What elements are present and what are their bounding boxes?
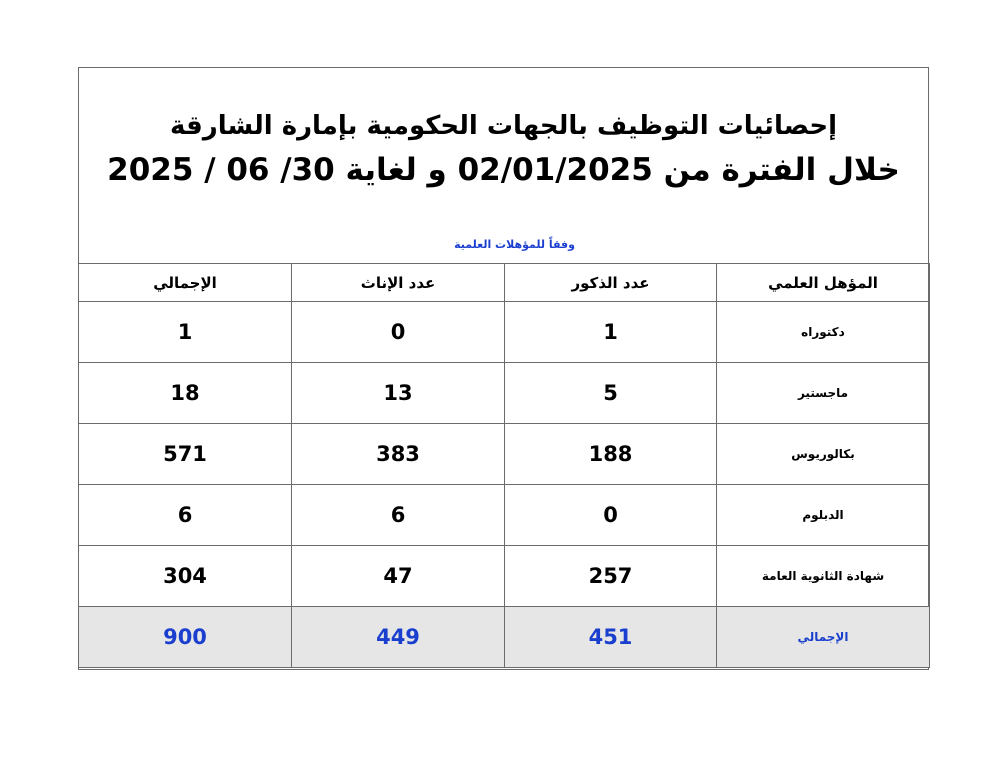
totals-label: الإجمالي — [717, 607, 930, 668]
totals-row — [79, 607, 930, 668]
table-row — [79, 546, 930, 607]
cell-qualification: دكتوراه — [717, 302, 930, 363]
report-title: إحصائيات التوظيف بالجهات الحكومية بإمارة الشارقة — [170, 111, 837, 141]
total-males-cell: 451 — [505, 607, 717, 668]
column-header-qualification: المؤهل العلمي — [717, 264, 930, 302]
cell-males: 257 — [505, 546, 717, 607]
report-sheet — [78, 67, 929, 670]
table-row — [79, 302, 930, 363]
column-header-males: عدد الذكور — [505, 264, 717, 302]
cell-females: 13 — [292, 363, 505, 424]
cell-females: 0 — [292, 302, 505, 363]
cell-qualification: ماجستير — [717, 363, 930, 424]
report-subtitle: وفقاً للمؤهلات العلمية — [454, 238, 575, 251]
cell-males: 0 — [505, 485, 717, 546]
cell-females: 47 — [292, 546, 505, 607]
total-females-cell: 449 — [292, 607, 505, 668]
report-header — [79, 68, 928, 263]
grand-total-cell: 900 — [79, 607, 292, 668]
cell-males: 5 — [505, 363, 717, 424]
cell-qualification: بكالوريوس — [717, 424, 930, 485]
cell-qualification: الدبلوم — [717, 485, 930, 546]
cell-females: 6 — [292, 485, 505, 546]
table-row — [79, 485, 930, 546]
cell-total: 6 — [79, 485, 292, 546]
cell-total: 571 — [79, 424, 292, 485]
cell-males: 188 — [505, 424, 717, 485]
cell-total: 18 — [79, 363, 292, 424]
report-period: خلال الفترة من 02/01/2025 و لغاية 30/ 06 / 2025 — [107, 152, 900, 188]
table-row — [79, 363, 930, 424]
cell-qualification: شهادة الثانوية العامة — [717, 546, 930, 607]
cell-total: 304 — [79, 546, 292, 607]
table-header-row — [79, 264, 930, 302]
column-header-total: الإجمالي — [79, 264, 292, 302]
table-row — [79, 424, 930, 485]
cell-males: 1 — [505, 302, 717, 363]
cell-females: 383 — [292, 424, 505, 485]
column-header-females: عدد الإناث — [292, 264, 505, 302]
cell-total: 1 — [79, 302, 292, 363]
employment-table — [78, 263, 930, 668]
